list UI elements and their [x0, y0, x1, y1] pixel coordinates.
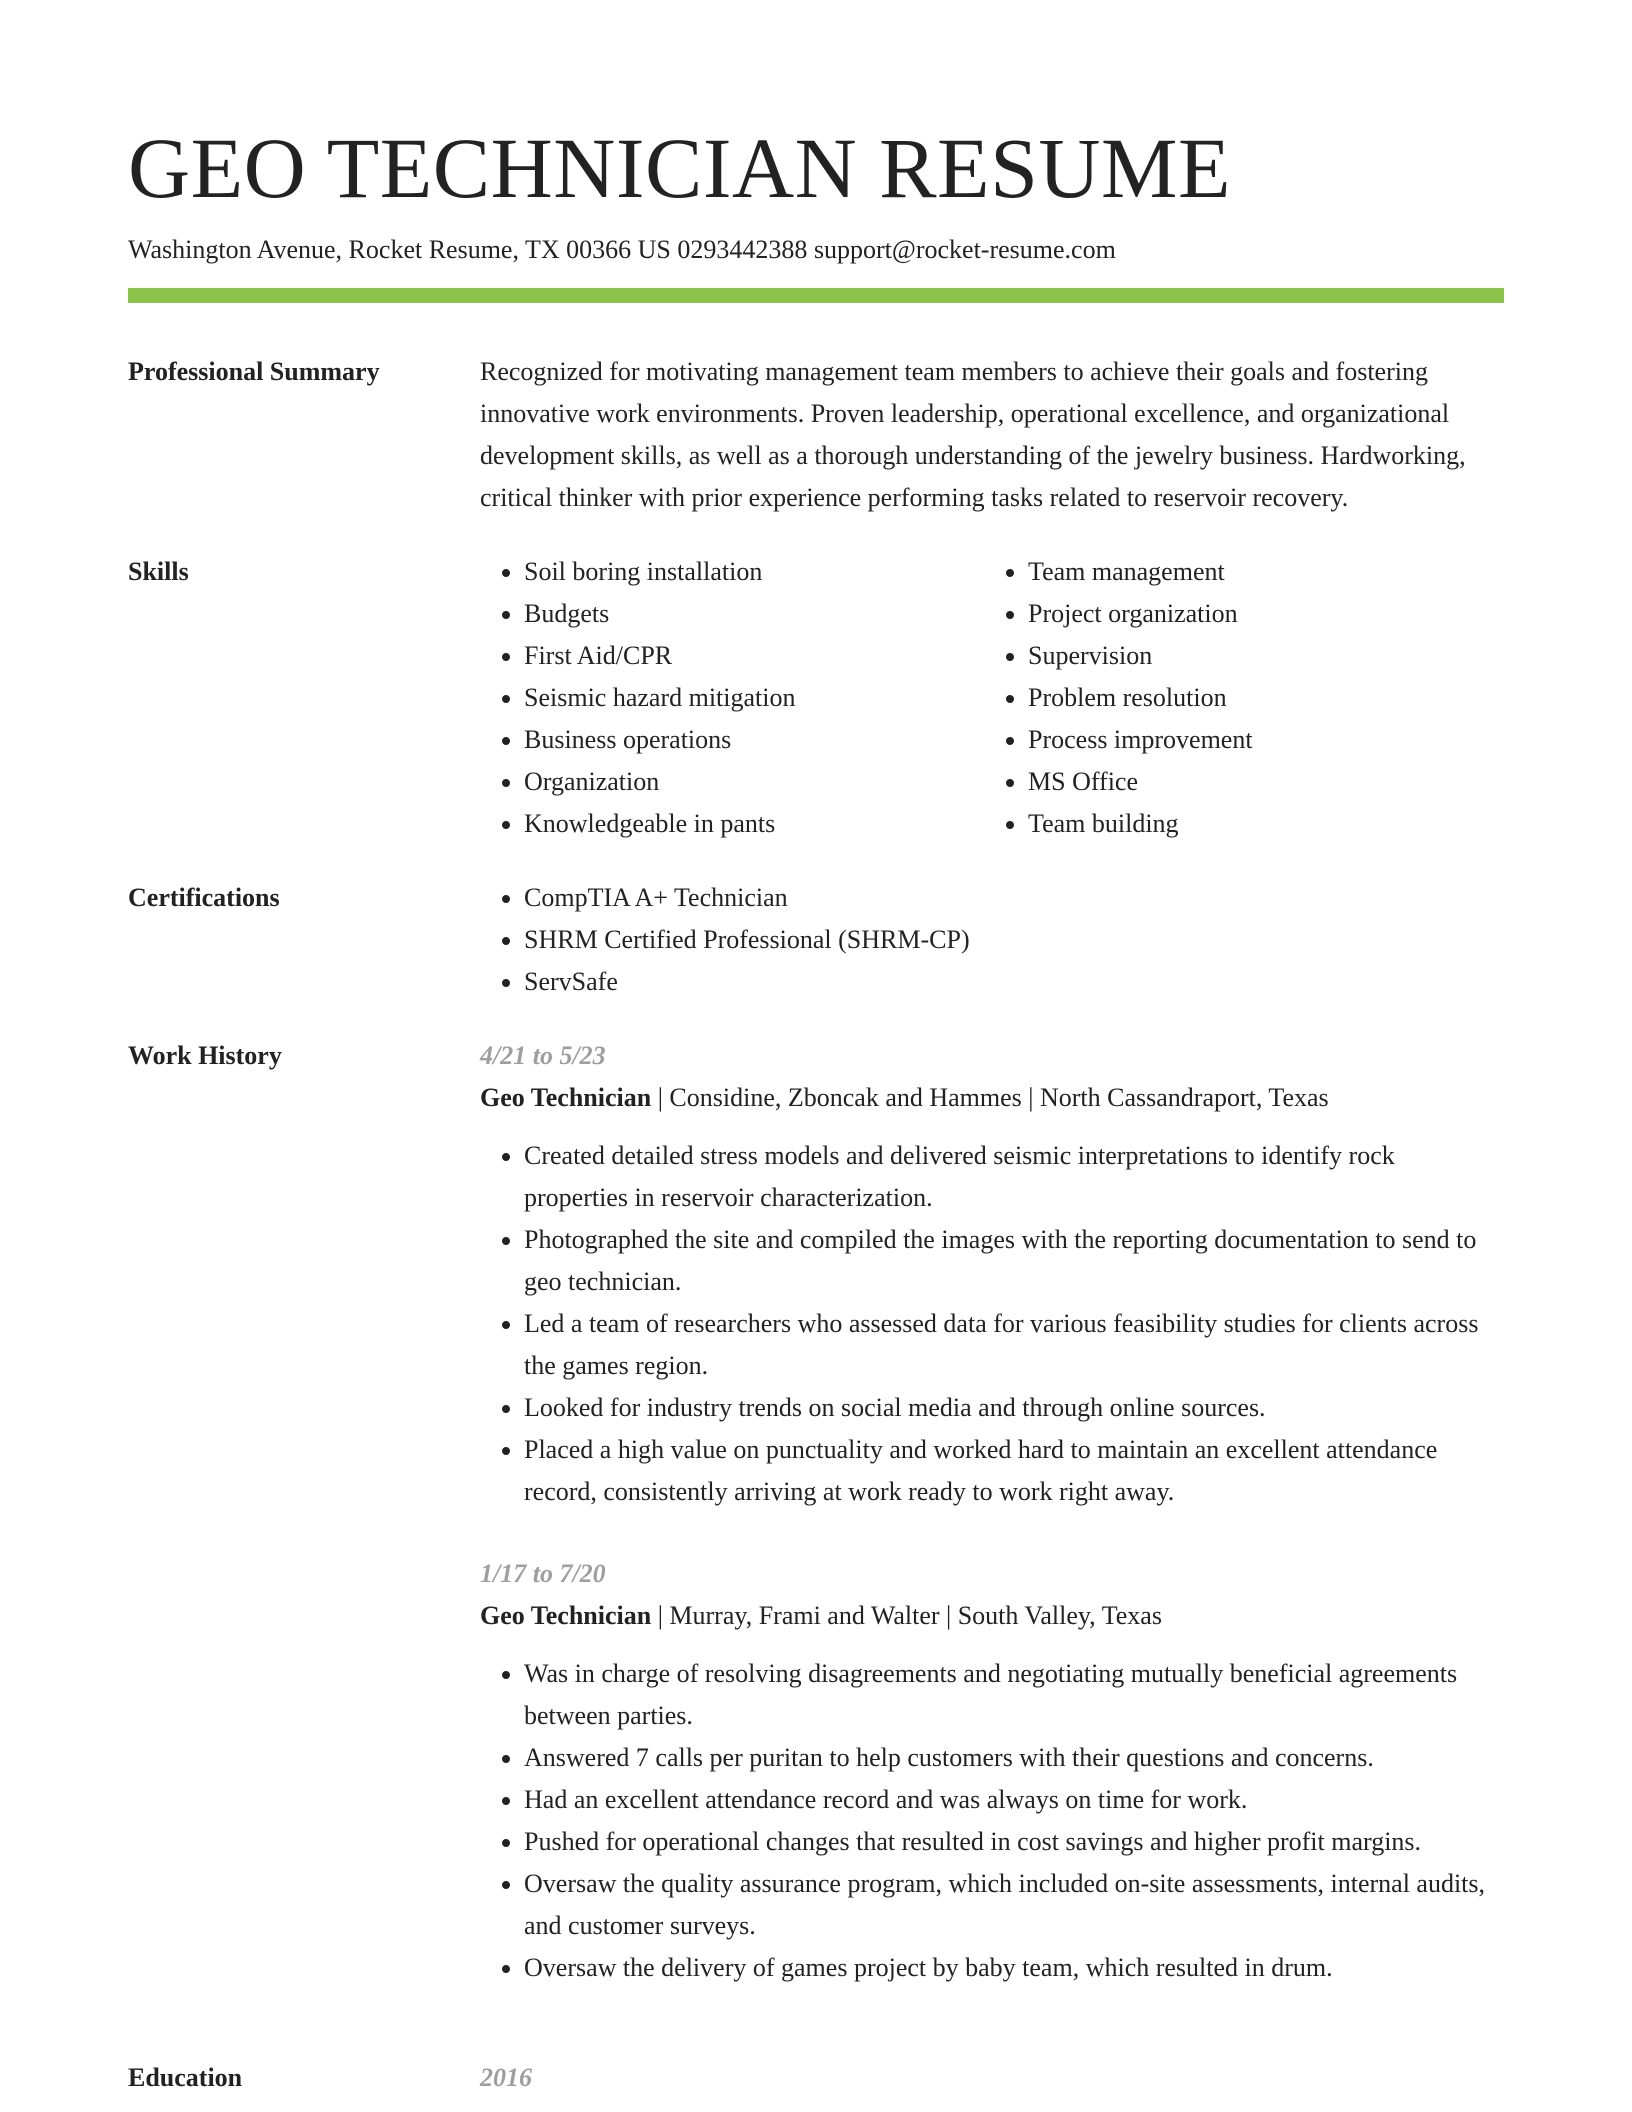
- job-dates: 1/17 to 7/20: [480, 1559, 606, 1588]
- summary-text: Recognized for motivating management team members to achieve their goals and fostering innovative work environments. Proven leadership, operational excellence, and organizational development skills, as well as a thorough understanding of the jewelry business. Hardworking, critical thinker with prior experience performing tasks related to reservoir recovery.: [480, 357, 1466, 512]
- skill-item: • Budgets: [524, 593, 984, 635]
- job-bullet: • Oversaw the delivery of games project by baby team, which resulted in drum.: [524, 1947, 1504, 1989]
- work-history-label: Work History: [128, 1041, 282, 1070]
- work-history-section: [128, 1035, 1504, 2029]
- job-entry: [480, 1553, 1504, 1989]
- job-details: | Murray, Frami and Walter | South Valley, Texas: [651, 1601, 1162, 1630]
- job-bullet: • Photographed the site and compiled the images with the reporting documentation to send to geo technician.: [524, 1219, 1504, 1303]
- job-entry: [480, 1035, 1504, 1513]
- skill-item: • Business operations: [524, 719, 984, 761]
- certification-item: • CompTIA A+ Technician: [524, 877, 1504, 919]
- skill-item: • Team building: [1028, 803, 1488, 845]
- job-heading: [480, 1595, 1504, 1637]
- job-details: | Considine, Zboncak and Hammes | North Cassandraport, Texas: [651, 1083, 1329, 1112]
- skills-list-left: [480, 551, 984, 845]
- job-bullet: • Looked for industry trends on social media and through online sources.: [524, 1387, 1504, 1429]
- summary-label: Professional Summary: [128, 357, 380, 386]
- skill-item: • Soil boring installation: [524, 551, 984, 593]
- skills-section: [128, 551, 1504, 845]
- skill-item: • Process improvement: [1028, 719, 1488, 761]
- job-bullet: • Pushed for operational changes that resulted in cost savings and higher profit margins.: [524, 1821, 1504, 1863]
- skill-item: • Supervision: [1028, 635, 1488, 677]
- skill-item: • MS Office: [1028, 761, 1488, 803]
- job-title: Geo Technician: [480, 1083, 652, 1112]
- job-bullets: [480, 1135, 1504, 1513]
- education-label: Education: [128, 2063, 243, 2092]
- resume-page: [128, 0, 1504, 2099]
- job-title: Geo Technician: [480, 1601, 652, 1630]
- skill-item: • Seismic hazard mitigation: [524, 677, 984, 719]
- job-bullet: • Had an excellent attendance record and was always on time for work.: [524, 1779, 1504, 1821]
- skill-item: • Team management: [1028, 551, 1488, 593]
- summary-section: [128, 351, 1504, 519]
- job-bullet: • Created detailed stress models and delivered seismic interpretations to identify rock properties in reservoir characterization.: [524, 1135, 1504, 1219]
- skill-item: • First Aid/CPR: [524, 635, 984, 677]
- job-heading: [480, 1077, 1504, 1119]
- resume-title: GEO TECHNICIAN RESUME: [128, 120, 1232, 216]
- certifications-list: [480, 877, 1504, 1003]
- header-divider: [128, 288, 1504, 303]
- certification-item: • ServSafe: [524, 961, 1504, 1003]
- job-bullets: [480, 1653, 1504, 1989]
- job-bullet: • Was in charge of resolving disagreements and negotiating mutually beneficial agreements between parties.: [524, 1653, 1504, 1737]
- skills-list-right: [984, 551, 1488, 845]
- skill-item: • Project organization: [1028, 593, 1488, 635]
- job-bullet: • Led a team of researchers who assessed data for various feasibility studies for clients across the games region.: [524, 1303, 1504, 1387]
- skills-label: Skills: [128, 557, 189, 586]
- skill-item: • Knowledgeable in pants: [524, 803, 984, 845]
- certifications-label: Certifications: [128, 883, 280, 912]
- contact-line: Washington Avenue, Rocket Resume, TX 00366 US 0293442388 support@rocket-resume.com: [128, 235, 1116, 264]
- certifications-section: [128, 877, 1504, 1003]
- job-bullet: • Answered 7 calls per puritan to help customers with their questions and concerns.: [524, 1737, 1504, 1779]
- job-bullet: • Placed a high value on punctuality and worked hard to maintain an excellent attendance record, consistently arriving at work ready to work right away.: [524, 1429, 1504, 1513]
- education-section: [128, 2057, 1504, 2099]
- skill-item: • Problem resolution: [1028, 677, 1488, 719]
- skill-item: • Organization: [524, 761, 984, 803]
- job-bullet: • Oversaw the quality assurance program, which included on-site assessments, internal audits, and customer surveys.: [524, 1863, 1504, 1947]
- education-dates: 2016: [480, 2063, 532, 2092]
- certification-item: • SHRM Certified Professional (SHRM-CP): [524, 919, 1504, 961]
- job-dates: 4/21 to 5/23: [480, 1041, 606, 1070]
